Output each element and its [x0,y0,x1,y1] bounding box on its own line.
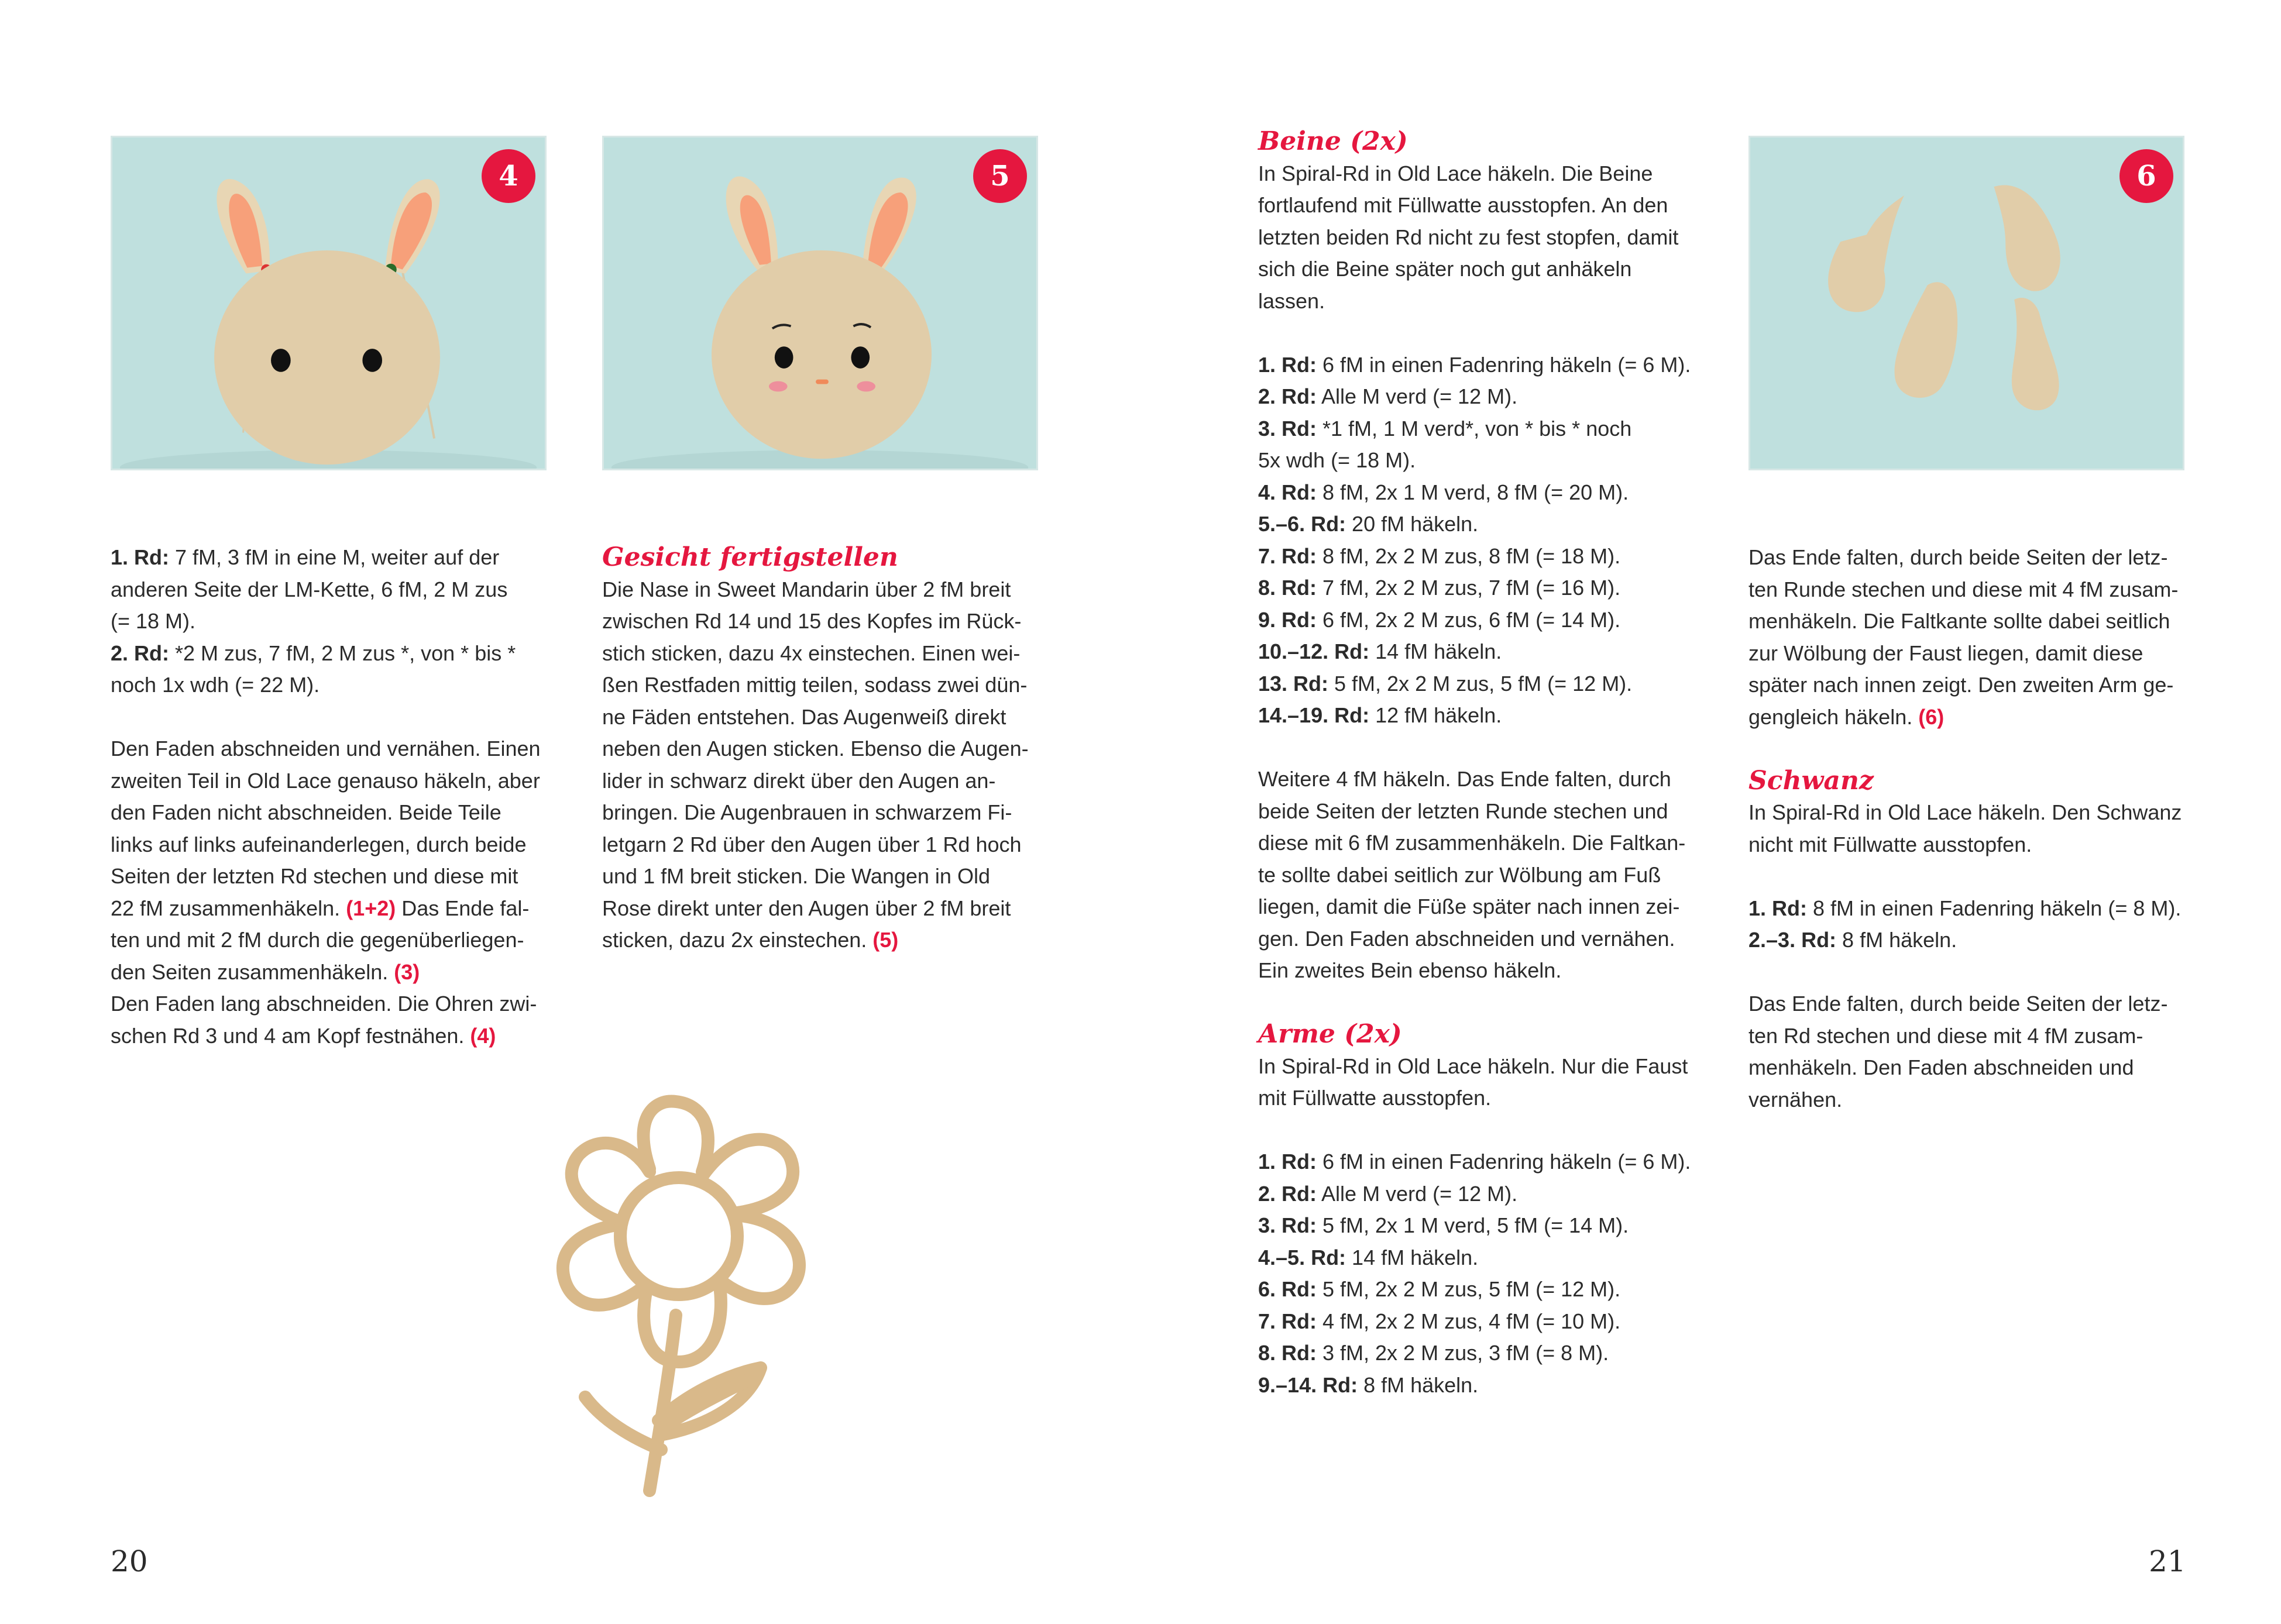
row-instruction: 5.–6. Rd: 20 fM häkeln. [1258,512,1479,536]
text-line: In Spiral-Rd in Old Lace häkeln. Den Schwanz [1748,800,2182,824]
text-line: Seiten der letzten Rd stechen und diese mit [111,864,518,888]
row-instruction: 13. Rd: 5 fM, 2x 2 M zus, 5 fM (= 12 M). [1258,671,1633,696]
row-instruction: 2. Rd: Alle M verd (= 12 M). [1258,1181,1518,1206]
text-line: te sollte dabei seitlich zur Wölbung am Fuß [1258,862,1661,887]
bunny-head-with-ears-image [112,137,545,469]
crocheted-limbs-image [1750,137,2183,469]
text-line: beide Seiten der letzten Runde stechen und [1258,799,1668,823]
text-line: Das Ende falten, durch beide Seiten der letz- [1748,545,2168,569]
text-line: lider in schwarz direkt über den Augen an- [602,768,996,793]
row-instruction: 6. Rd: 5 fM, 2x 2 M zus, 5 fM (= 12 M). [1258,1277,1621,1301]
text-line: später nach innen zeigt. Den zweiten Arm ge- [1748,673,2174,697]
text-line: In Spiral-Rd in Old Lace häkeln. Nur die Faust [1258,1054,1688,1078]
row-instruction: 4.–5. Rd: 14 fM häkeln. [1258,1245,1479,1269]
row-instruction: 4. Rd: 8 fM, 2x 1 M verd, 8 fM (= 20 M). [1258,480,1629,504]
text-line: den Faden nicht abschneiden. Beide Teile [111,800,501,824]
text-line: sticken, dazu 2x einstechen. (5) [602,928,899,952]
step-reference: (4) [470,1023,496,1048]
text-line: neben den Augen sticken. Ebenso die Augen- [602,737,1029,761]
row-instruction: 7. Rd: 4 fM, 2x 2 M zus, 4 fM (= 10 M). [1258,1309,1621,1333]
text-line: Den Faden lang abschneiden. Die Ohren zwi- [111,992,537,1016]
text-line: menhäkeln. Die Faltkante sollte dabei seitlich [1748,609,2170,633]
text-line: 22 fM zusammenhäkeln. (1+2) Das Ende fal- [111,896,530,920]
page-number-left: 20 [111,1544,148,1578]
row-instruction: 8. Rd: 7 fM, 2x 2 M zus, 7 fM (= 16 M). [1258,576,1621,600]
step-reference: (6) [1918,704,1945,729]
text-line: zwischen Rd 14 und 15 des Kopfes im Rück- [602,609,1022,633]
text-line: menhäkeln. Den Faden abschneiden und [1748,1055,2134,1079]
row-instruction: 10.–12. Rd: 14 fM häkeln. [1258,639,1502,663]
text-line: ten Runde stechen und diese mit 4 fM zusam- [1748,577,2179,601]
text-column-4 [1748,542,2217,1116]
text-line: mit Füllwatte ausstopfen. [1258,1086,1492,1110]
text-line: 5x wdh (= 18 M). [1258,448,1416,472]
step-badge-4: 4 [482,149,535,203]
text-line: gengleich häkeln. (6) [1748,704,1945,729]
text-line: und 1 fM breit sticken. Die Wangen in Old [602,864,990,888]
photo-step-6 [1748,136,2184,470]
section-heading-gesicht: Gesicht fertigstellen [602,542,898,572]
bunny-head-with-face-image [604,137,1036,469]
text-line: schen Rd 3 und 4 am Kopf festnähen. (4) [111,1023,496,1048]
text-line: gen. Den Faden abschneiden und vernähen. [1258,926,1675,951]
text-line: links auf links aufeinanderlegen, durch beide [111,832,527,856]
row-instruction: 8. Rd: 3 fM, 2x 2 M zus, 3 fM (= 8 M). [1258,1341,1609,1365]
text-line: zweiten Teil in Old Lace genauso häkeln, aber [111,768,540,793]
text-line: sich die Beine später noch gut anhäkeln [1258,257,1632,281]
page-number-right: 21 [2149,1544,2186,1578]
row-instruction: 1. Rd: 6 fM in einen Fadenring häkeln (= 6 M). [1258,352,1691,377]
row-instruction: 9. Rd: 6 fM, 2x 2 M zus, 6 fM (= 14 M). [1258,607,1621,632]
step-badge-6: 6 [2119,149,2173,203]
text-line: Die Nase in Sweet Mandarin über 2 fM breit [602,577,1011,601]
row-instruction: 1. Rd: 8 fM in einen Fadenring häkeln (= 8 M). [1748,896,2182,920]
photo-step-5 [602,136,1038,470]
text-line: vernähen. [1748,1087,1843,1112]
text-column-2 [602,542,1047,956]
text-line: lassen. [1258,288,1325,313]
text-line: ten und mit 2 fM durch die gegenüberliegen- [111,928,524,952]
text-line: stich sticken, dazu 4x einstechen. Einen wei- [602,641,1021,665]
row-instruction: 2. Rd: Alle M verd (= 12 M). [1258,384,1518,408]
text-line: Rose direkt unter den Augen über 2 fM breit [602,896,1011,920]
text-line: letzten beiden Rd nicht zu fest stopfen, damit [1258,225,1679,249]
text-line: zur Wölbung der Faust liegen, damit diese [1748,641,2143,665]
text-column-1 [111,542,555,1052]
text-line: diese mit 6 fM zusammenhäkeln. Die Faltkan- [1258,831,1686,855]
row-instruction: 1. Rd: 7 fM, 3 fM in eine M, weiter auf der [111,545,500,569]
step-reference: (1+2) [346,896,396,920]
text-column-3 [1258,126,1726,1401]
text-line: ten Rd stechen und diese mit 4 fM zusam- [1748,1023,2143,1048]
row-instruction: 7. Rd: 8 fM, 2x 2 M zus, 8 fM (= 18 M). [1258,543,1621,568]
text-line: Das Ende falten, durch beide Seiten der letz- [1748,992,2168,1016]
text-line: ßen Restfaden mittig teilen, sodass zwei dün- [602,673,1028,697]
photo-step-4 [111,136,547,470]
text-line: Weitere 4 fM häkeln. Das Ende falten, durch [1258,767,1671,791]
flower-illustration [515,1093,843,1502]
text-line: bringen. Die Augenbrauen in schwarzem Fi- [602,800,1012,824]
text-line: liegen, damit die Füße später nach innen zei- [1258,894,1680,918]
text-line: nicht mit Füllwatte ausstopfen. [1748,832,2032,856]
text-line: letgarn 2 Rd über den Augen über 1 Rd hoch [602,832,1022,856]
text-line: Den Faden abschneiden und vernähen. Einen [111,737,541,761]
row-instruction: 1. Rd: 6 fM in einen Fadenring häkeln (= 6 M). [1258,1150,1691,1174]
text-line: (= 18 M). [111,609,196,633]
row-instruction: 3. Rd: 5 fM, 2x 1 M verd, 5 fM (= 14 M). [1258,1213,1629,1237]
text-line: den Seiten zusammenhäkeln. (3) [111,959,420,984]
section-heading-schwanz: Schwanz [1748,765,1874,796]
text-line: In Spiral-Rd in Old Lace häkeln. Die Beine [1258,161,1653,185]
step-reference: (5) [872,928,899,952]
step-reference: (3) [394,959,420,984]
text-line: fortlaufend mit Füllwatte ausstopfen. An den [1258,193,1668,217]
text-line: noch 1x wdh (= 22 M). [111,673,320,697]
row-instruction: 2.–3. Rd: 8 fM häkeln. [1748,928,1957,952]
row-instruction: 3. Rd: *1 fM, 1 M verd*, von * bis * noch [1258,416,1632,441]
row-instruction: 2. Rd: *2 M zus, 7 fM, 2 M zus *, von * bis * [111,641,516,665]
step-badge-5: 5 [973,149,1027,203]
section-heading-arme: Arme (2x) [1258,1019,1402,1049]
text-line: ne Fäden entstehen. Das Augenweiß direkt [602,704,1006,729]
text-line: anderen Seite der LM-Kette, 6 fM, 2 M zus [111,577,508,601]
text-line: Ein zweites Bein ebenso häkeln. [1258,958,1562,982]
row-instruction: 9.–14. Rd: 8 fM häkeln. [1258,1372,1479,1397]
section-heading-beine: Beine (2x) [1258,126,1408,156]
row-instruction: 14.–19. Rd: 12 fM häkeln. [1258,703,1502,727]
